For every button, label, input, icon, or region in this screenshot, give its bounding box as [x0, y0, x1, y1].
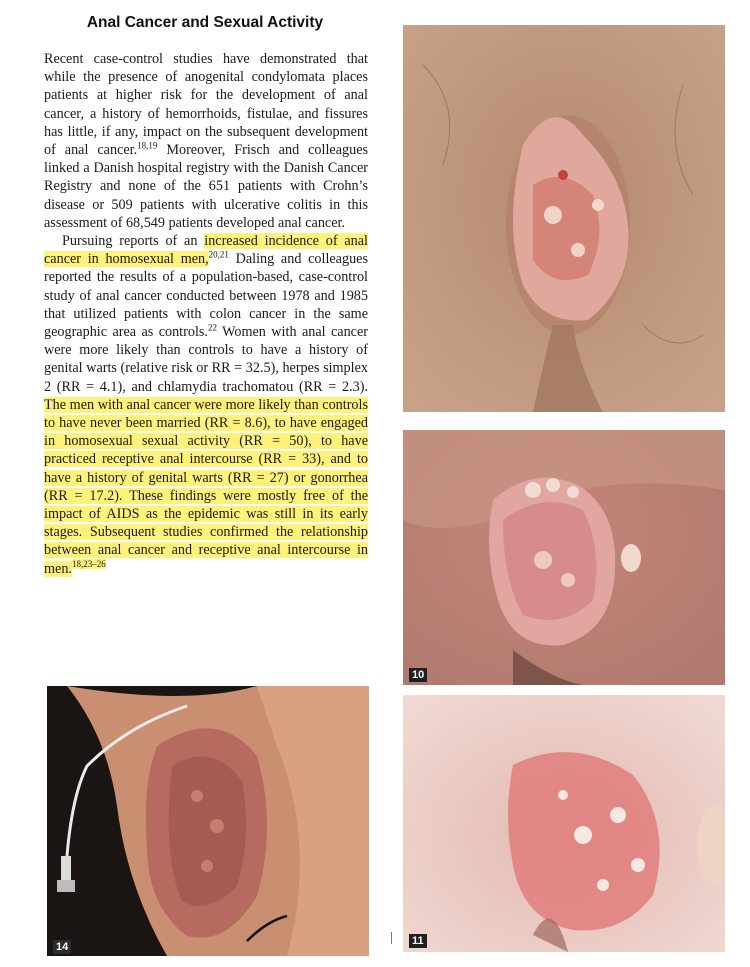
figure-14-label: 14 — [53, 940, 71, 954]
paragraph-2-text-b: Daling and colleagues reported the results of a population-based, case-control study of anal cancer conducted between 1978 and 1985 that utilized patients with colon cancer in the same geographic area as controls. — [44, 251, 368, 341]
clinical-photo-top-image — [403, 25, 725, 412]
citation-20-21: 20,21 — [208, 249, 229, 260]
paragraph-1 — [44, 50, 368, 232]
paragraph-1-text-a: Recent case-control studies have demonstrated that while the presence of anogenital condylomata places patients at higher risk for the development of anal cancer, a history of hemorrhoids, fistulae, and fissures has little, if any, impact on the subsequent development of anal cancer. — [44, 51, 368, 159]
figure-11-label: 11 — [409, 934, 427, 948]
figure-10-label: 10 — [409, 668, 427, 682]
citation-18-19: 18,19 — [137, 140, 158, 151]
article-body — [44, 50, 368, 578]
gutter-mark — [391, 932, 392, 944]
paragraph-2-text-a: Pursuing reports of an — [62, 233, 205, 250]
section-heading: Anal Cancer and Sexual Activity — [86, 14, 324, 31]
clinical-photo-10-image — [403, 430, 725, 685]
citation-22: 22 — [207, 322, 217, 333]
clinical-photo-figure-10 — [403, 430, 725, 685]
clinical-photo-figure-11 — [403, 695, 725, 952]
clinical-photo-top — [403, 25, 725, 412]
clinical-photo-14-image — [47, 686, 369, 956]
paragraph-1-text-b: Moreover, Frisch and colleagues linked a Danish hospital registry with the Danish Cancer Registry and none of the 651 patients with Crohn’s disease or 509 patients with ulcerative colitis in this assessment of 68,549 patients developed anal cancer. — [44, 142, 369, 231]
citation-18-23-26: 18,23–26 — [71, 558, 106, 569]
paragraph-2 — [44, 232, 368, 578]
clinical-photo-11-image — [403, 695, 725, 952]
paragraph-2-text-c: Women with anal cancer were more likely than controls to have a history of genital warts (relative risk or RR = 32.5), herpes simplex 2 (RR = 4.1), and chlamydia trachomatou (RR = 2.3). — [44, 324, 368, 395]
highlight-men-findings: The men with anal cancer were more likely than controls to have never been married (RR = 8.6), to have engaged in homosexual sexual activity (RR = 50), to have practiced receptive anal intercourse (RR = 33), and to have a history of genital warts (RR = 27) or gonorrhea (RR = 17.2). These findings were mostly free of the impact of AIDS as the epidemic was still in its early stages. Subsequent studies confirmed the relationship between anal cancer and receptive anal intercourse in men. — [44, 396, 368, 577]
clinical-photo-figure-14 — [47, 686, 369, 956]
highlight-incidence: increased incidence of anal cancer in homosexual men, — [44, 233, 368, 268]
